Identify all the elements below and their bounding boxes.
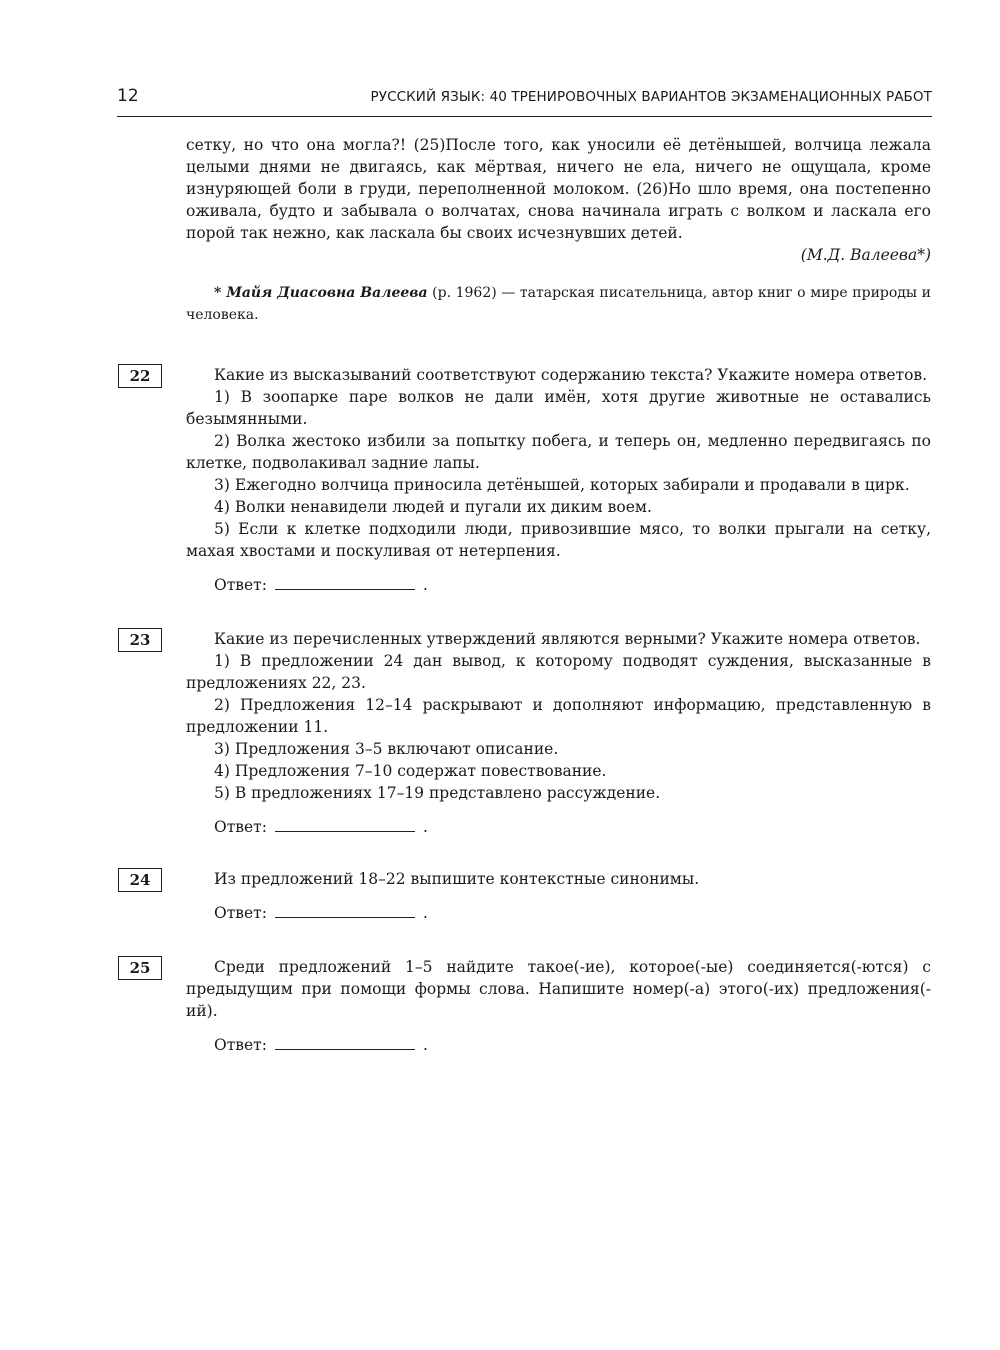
answer-blank-line[interactable] — [275, 819, 415, 832]
passage-text: сетку, но что она могла?! (25)После того, как уносили её детёнышей, волчица лежала целыми днями не двигаясь, как мёртвая, ничего не ела, ничего не ощущала, кроме изнуряющей боли в груди, переполненной молоком. (26)Но шло время, она постепенно оживала, будто и забывала о волчатах, снова начинала играть с волком и ласкала его порой так нежно, как ласкала бы своих исчезнувших детей. — [186, 136, 931, 242]
answer-row — [214, 574, 931, 596]
answer-period: . — [422, 904, 428, 922]
task-number-box: 25 — [118, 956, 162, 980]
answer-period: . — [422, 576, 428, 594]
answer-option: 3) Ежегодно волчица приносила детёнышей, которых забирали и продавали в цирк. — [214, 476, 910, 494]
passage-attribution: (М.Д. Валеева*) — [800, 246, 931, 264]
task-question: Среди предложений 1–5 найдите такое(-ие), которое(-ые) соединяется(-ются) с предыдущим при помощи формы слова. Напишите номер(-а) этого(-их) предложения(-ий). — [186, 958, 931, 1020]
task-question: Какие из перечисленных утверждений являются верными? Укажите номера ответов. — [214, 630, 921, 648]
task-23 — [129, 628, 931, 838]
task-22 — [129, 364, 931, 596]
answer-blank-line[interactable] — [275, 577, 415, 590]
answer-option: 5) Если к клетке подходили люди, привозившие мясо, то волки прыгали на сетку, махая хвостами и поскуливая от нетерпения. — [186, 520, 931, 560]
answer-option: 4) Предложения 7–10 содержат повествование. — [214, 762, 607, 780]
task-25 — [129, 956, 931, 1056]
answer-option: 1) В предложении 24 дан вывод, к которому подводят суждения, высказанные в предложениях 22, 23. — [186, 652, 931, 692]
answer-label: Ответ: — [214, 904, 267, 922]
answer-blank-line[interactable] — [275, 905, 415, 918]
answer-option: 5) В предложениях 17–19 представлено рассуждение. — [214, 784, 661, 802]
answer-label: Ответ: — [214, 1036, 267, 1054]
answer-option: 4) Волки ненавидели людей и пугали их диким воем. — [214, 498, 652, 516]
task-question: Из предложений 18–22 выпишите контекстные синонимы. — [214, 870, 700, 888]
answer-period: . — [422, 818, 428, 836]
task-number-box: 23 — [118, 628, 162, 652]
task-number-box: 22 — [118, 364, 162, 388]
footnote-text: (р. 1962) — татарская писательница, автор книг о мире природы и человека. — [186, 285, 931, 323]
running-title: РУССКИЙ ЯЗЫК: 40 ТРЕНИРОВОЧНЫХ ВАРИАНТОВ ЭКЗАМЕНАЦИОННЫХ РАБОТ — [370, 89, 932, 105]
task-number-box: 24 — [118, 868, 162, 892]
answer-period: . — [422, 1036, 428, 1054]
answer-option: 3) Предложения 3–5 включают описание. — [214, 740, 559, 758]
footnote-author-name: * Майя Диасовна Валеева — [214, 285, 428, 301]
answer-option: 2) Предложения 12–14 раскрывают и дополняют информацию, представленную в предложении 11. — [186, 696, 931, 736]
answer-row — [214, 1034, 931, 1056]
task-question: Какие из высказываний соответствуют содержанию текста? Укажите номера ответов. — [214, 366, 928, 384]
answer-row — [214, 902, 931, 924]
answer-row — [214, 816, 931, 838]
answer-option: 1) В зоопарке паре волков не дали имён, хотя другие животные не оставались безымянными. — [186, 388, 931, 428]
page-content — [129, 134, 931, 1056]
answer-label: Ответ: — [214, 576, 267, 594]
answer-blank-line[interactable] — [275, 1037, 415, 1050]
answer-option: 2) Волка жестоко избили за попытку побега, и теперь он, медленно передвигаясь по клетке, подволакивал задние лапы. — [186, 432, 931, 472]
page-header — [117, 86, 932, 117]
page-number: 12 — [117, 86, 139, 106]
task-24 — [129, 868, 931, 924]
answer-label: Ответ: — [214, 818, 267, 836]
author-footnote — [186, 282, 931, 326]
